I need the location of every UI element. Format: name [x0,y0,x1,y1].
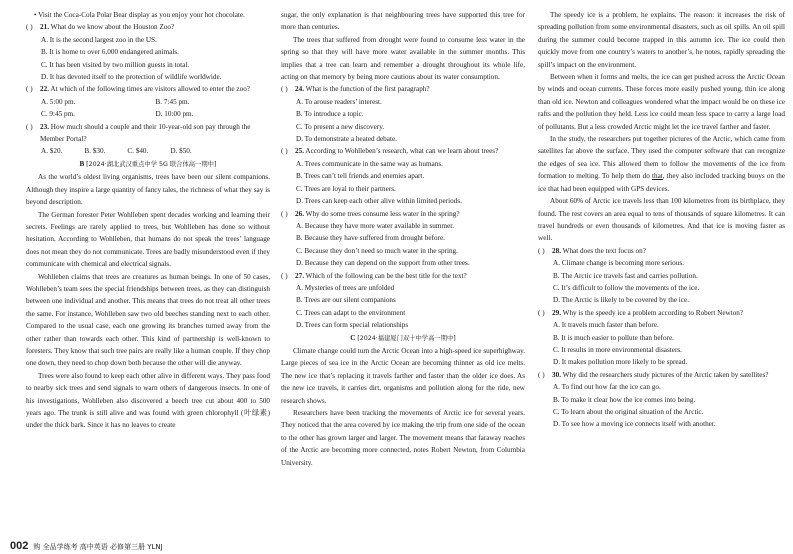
page-number: 002 [10,540,29,552]
bullet-icon: • [34,11,37,19]
column-middle [281,9,525,469]
option: A. $20. [41,147,63,156]
option: D. It has devoted itself to the protection of wildlife worldwide. [41,73,222,82]
option: B. The Arctic ice travels fast and carries pollution. [553,271,698,280]
column-right [538,9,785,431]
answer-bracket[interactable]: ( ) [26,23,33,32]
answer-bracket[interactable]: ( ) [538,370,545,379]
question-26: ( ) 26. Why do some trees consume less water in the spring? [281,208,525,220]
option: C. Trees can adapt to the environment [296,308,406,317]
option: C. It’s difficult to follow the movements of the ice. [553,283,700,292]
options-row [26,96,270,108]
intro-line: • Visit the Coca-Cola Polar Bear display as you enjoy your hot chocolate. [34,11,245,19]
option: C. $40. [127,147,149,156]
book-title: 购 全品学练考 高中英语 必修第三册 YLNJ [33,543,163,551]
passage-paragraph: sugar, the only explanation is that neighbouring trees have supported this tree for more than centuries. [281,11,525,32]
answer-bracket[interactable]: ( ) [538,246,545,255]
passage-paragraph: The German forester Peter Wohlleben spent decades working and learning their secrets. Feelings are rarely applied to trees, but Wohlleben has done so without hesitation. According to Wohlleben, that humans do not speak the trees’ language does not mean they do not communicate. Trees are badly misunderstood even if they communicate with chemical and electrical signals. [26,210,270,269]
option: B. Because they have suffered from drought before. [296,234,445,243]
section-heading-c: C [2024·福建厦门双十中学高一期中] [350,333,456,342]
option: D. Trees can keep each other alive within limited periods. [296,197,462,206]
option: D. To demonstrate a heated debate. [296,135,397,144]
option: B. Trees are our silent companions [296,296,396,305]
option: D. Trees can form special relationships [296,321,409,330]
question-28: ( ) 28. What does the text focus on? [538,245,785,257]
answer-bracket[interactable]: ( ) [281,271,288,280]
passage-paragraph: Wohlleben claims that trees are creatures as human beings. In one of 50 cases, Wohlleben’s team sees the special friendships between trees, as they can distinguish between one individual and another. This means that trees do not treat all other trees the same. For instance, Wohlleben saw two old beeches standing next to each other. Compared to the usual case, each one growing its branches turned away from the other rather than towards each other. This kind of partnership is well-known to foresters. They know that such tree pairs are really like a human couple. If they chop one down, they need to chop down both because the other will die anyway. [26,272,270,368]
option: C. Trees are loyal to their partners. [296,184,396,193]
page-footer [10,540,163,552]
passage-paragraph: Trees were also found to keep each other alive in different ways. They pass food to nearby sick trees and send signals to warn others of dangerous insects. In one of his investigations, Wohlleben also discovered a beech tree cut about 400 to 500 years ago. The trunk is still alive and was found with green chlorophyll (叶绿素) under the thick bark. Since it has no leaves to create [26,371,270,430]
option: B. To introduce a topic. [296,110,364,119]
passage-paragraph: Researchers have been tracking the movements of Arctic ice for several years. They noticed that the area covered by ice making the trip from one side of the ocean to the other has grown larger and larger. The movement means that faraway reaches of the Arctic are becoming more connected, notes Robert Newton, from Columbia University. [281,409,525,467]
passage-paragraph: The speedy ice is a problem, he explains. The reason: it increases the risk of spreading pollution from some environmental disasters, such as oil spills. An oil spill during the summer could become trapped in this autumn ice. The ice could then quickly move from one country’s waters to another’s, he notes, rapidly spreading the spill’s impact on the environment. [538,11,785,69]
passage-paragraph: As the world’s oldest living organisms, trees have been our silent companions. Although they inspire a large quantity of fancy tales, the richness of what they say is beyond description. [26,173,270,207]
option: D. $50. [170,147,192,156]
question-29: ( ) 29. Why is the speedy ice a problem according to Robert Newton? [538,307,785,319]
answer-bracket[interactable]: ( ) [281,147,288,156]
question-21: ( ) 21. What do we know about the Houston Zoo? [26,21,270,33]
option: B. To make it clear how the ice comes into being. [553,395,696,404]
option: C. It has been visited by two million guests in total. [41,60,190,69]
answer-bracket[interactable]: ( ) [538,308,545,317]
option: A. It travels much faster than before. [553,321,659,330]
passage-paragraph: Climate change could turn the Arctic Ocean into a high-speed ice superhighway. Large pieces of sea ice in the Arctic Ocean are becoming thinner as old ice melts. The new ice that’s replacing it travels farther and faster than the older ice does. As the new ice travels, it carries dirt, organisms and pollution along for the ride, new research shows. [281,346,525,405]
question-24: ( ) 24. What is the function of the first paragraph? [281,83,525,95]
question-27: ( ) 27. Which of the following can be the best title for the text? [281,270,525,282]
options-row [26,145,270,157]
question-30: ( ) 30. Why did the researchers study pictures of the Arctic taken by satellites? [538,369,785,381]
option: D. It makes pollution more likely to be spread. [553,358,688,367]
passage-paragraph: About 60% of Arctic ice travels less than 100 kilometres from its birthplace, they found. The rest covers an area equal to tens of thousands of square kilometres. It can travel hundreds or even thousands of kilometres. And that ice is moving faster as well. [538,197,785,243]
passage-paragraph: Between when it forms and melts, the ice can get pushed across the Arctic Ocean by winds and ocean currents. These forces more easily pushed young, thin ice along than old ice. Newton and colleagues wondered what the impact would be on these ice rafts and the pollution they held. Less ice could mean less space to carry a large load of pollutants. But a less crowded Arctic might let the ice travel farther and faster. [538,73,785,131]
section-heading-b: B [2024·湖北武汉重点中学 5G 联合体高一期中] [79,159,217,168]
option: C. To present a new discovery. [296,122,385,131]
option: A. Climate change is becoming more serious. [553,259,684,268]
option: B. It is home to over 6,000 endangered animals. [41,48,179,57]
option: A. Because they have more water available in summer. [296,221,455,230]
option: D. 10:00 pm. [155,110,194,119]
underlined-word: that [652,172,663,181]
option: C. It results in more environmental disasters. [553,345,682,354]
option: B. Trees can’t tell friends and enemies apart. [296,172,425,181]
answer-bracket[interactable]: ( ) [281,85,288,94]
question-22: ( ) 22. At which of the following times are visitors allowed to enter the zoo? [26,83,270,95]
option: B. 7:45 pm. [155,97,190,106]
column-left [26,9,270,432]
options-row [26,108,270,120]
option: A. To arouse readers’ interest. [296,97,382,106]
option: A. Mysteries of trees are unfolded [296,283,395,292]
option: A. 5:00 pm. [41,97,76,106]
option: B. $30. [84,147,106,156]
option: A. Trees communicate in the same way as humans. [296,159,443,168]
option: D. The Arctic is likely to be covered by the ice. [553,296,689,305]
option: D. Because they can depend on the support from other trees. [296,259,470,268]
passage-paragraph: The trees that suffered from drought were found to consume less water in the spring so that they will have more water available in the summer months. This implies that a tree can learn and remember a drought throughout its whole life, acting on that memory by being more cautious about its water consumption. [281,35,525,82]
option: A. To find out how far the ice can go. [553,383,661,392]
question-25: ( ) 25. According to Wohlleben’s research, what can we learn about trees? [281,145,525,157]
question-23: ( ) 23. How much should a couple and their 10-year-old son pay through the Member Portal? [26,122,251,144]
option: D. To see how a moving ice connects itself with another. [553,420,716,429]
answer-bracket[interactable]: ( ) [26,85,33,94]
answer-bracket[interactable]: ( ) [281,209,288,218]
option: B. It is much easier to pollute than before. [553,333,674,342]
option: A. It is the second largest zoo in the US. [41,35,157,44]
option: C. Because they don’t need so much water in the spring. [296,246,458,255]
option: C. 9:45 pm. [41,110,75,119]
answer-bracket[interactable]: ( ) [26,122,33,131]
option: C. To learn about the original situation of the Arctic. [553,408,704,416]
passage-paragraph: In the study, the researchers put together pictures of the Arctic, which came from satellites far above the surface. They used the computer software that can recognize the edges of sea ice. This allowed them to follow the movements of the ice from formation to melting. To help them do that, they also included tracking buoys on the ice that had been equipped with GPS devices. [538,135,785,193]
